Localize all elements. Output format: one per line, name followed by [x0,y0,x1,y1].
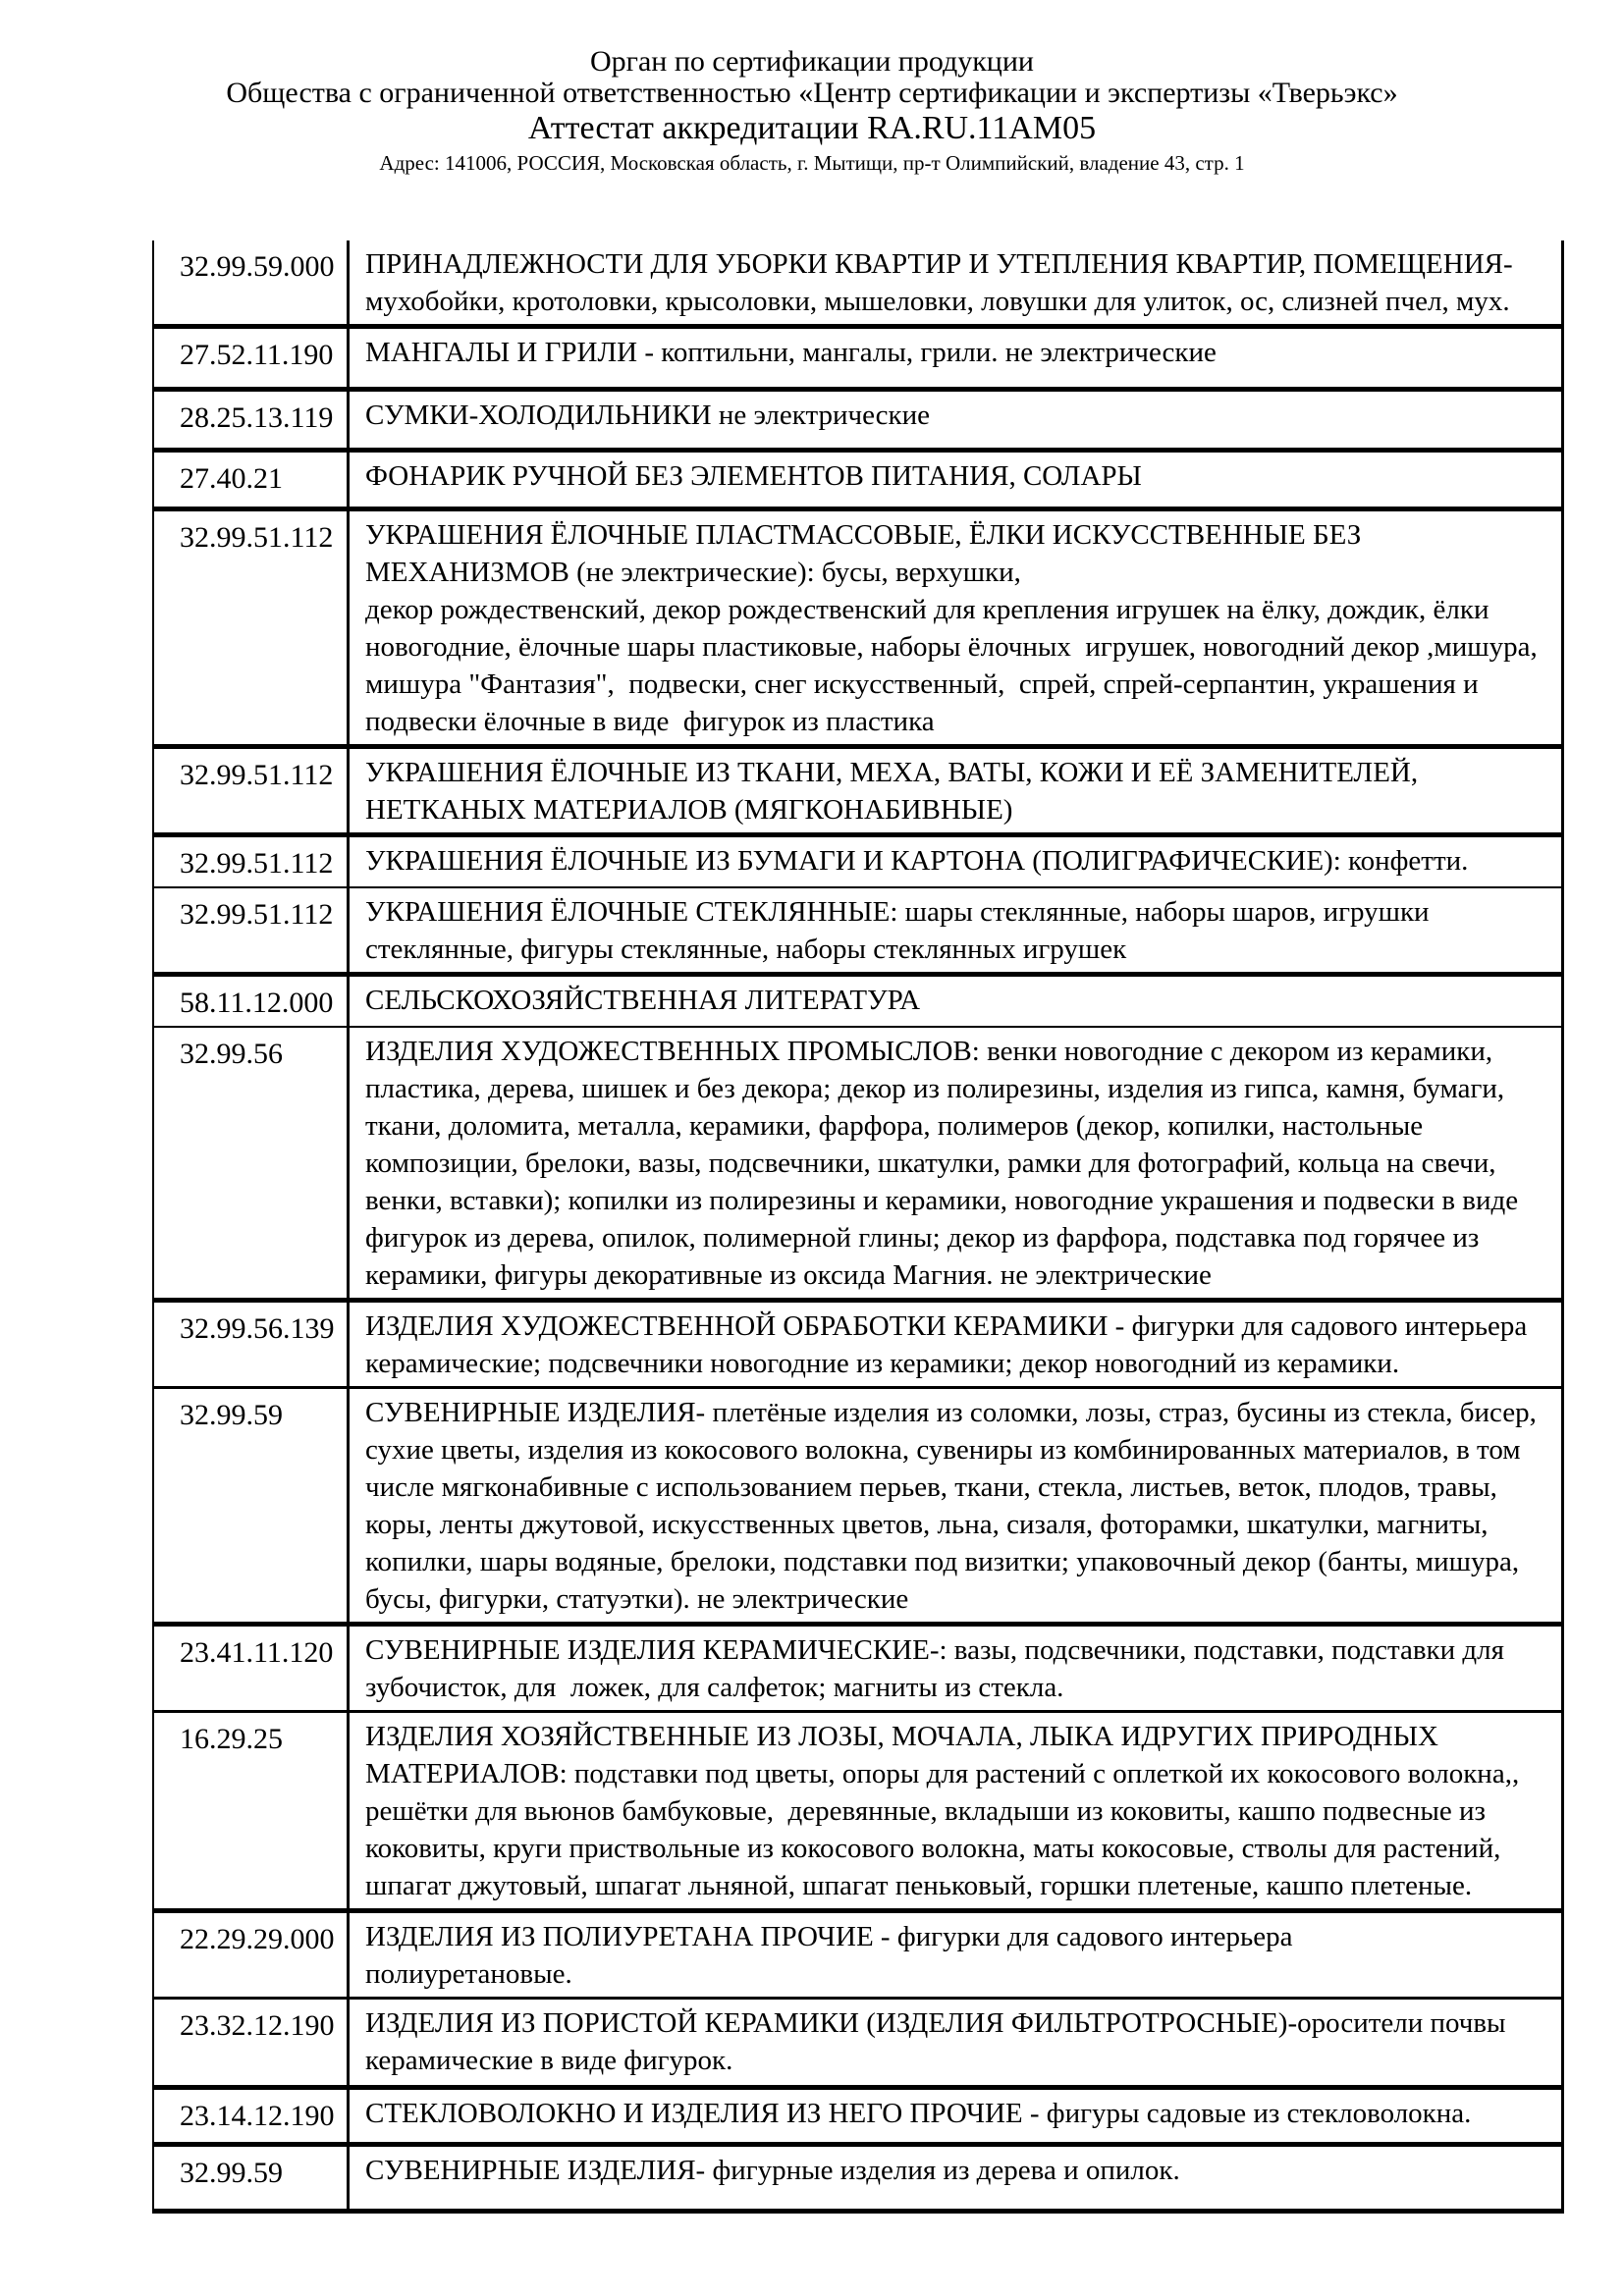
table-row [154,1303,1561,1389]
header-org-title: Орган по сертификации продукции [590,45,1034,78]
description-cell: ФОНАРИК РУЧНОЙ БЕЗ ЭЛЕМЕНТОВ ПИТАНИЯ, СОЛАРЫ [365,460,1142,492]
code-cell: 32.99.51.112 [154,511,350,744]
description-cell: ИЗДЕЛИЯ ИЗ ПОЛИУРЕТАНА ПРОЧИЕ - фигурки для садового интерьера полиуретановые. [365,1921,1293,1990]
table-row [154,511,1561,749]
code-cell: 32.99.51.112 [154,888,350,972]
code-cell: 16.29.25 [154,1713,350,1908]
table-row [154,2090,1561,2147]
description-cell: СУВЕНИРНЫЕ ИЗДЕЛИЯ- фигурные изделия из дерева и опилок. [365,2155,1180,2186]
table-row [154,2147,1561,2214]
code-cell: 23.41.11.120 [154,1627,350,1710]
code-cell: 58.11.12.000 [154,977,350,1026]
code-cell: 32.99.56.139 [154,1303,350,1386]
code-cell: 32.99.51.112 [154,837,350,886]
table-row [154,1713,1561,1913]
header-accreditation: Аттестат аккредитации RA.RU.11АМ05 [527,110,1097,146]
code-cell: 32.99.51.112 [154,749,350,832]
table-row [154,240,1561,329]
table-row [154,1913,1561,2000]
description-cell: СЕЛЬСКОХОЗЯЙСТВЕННАЯ ЛИТЕРАТУРА [365,985,921,1016]
description-cell: СУВЕНИРНЫЕ ИЗДЕЛИЯ- плетёные изделия из соломки, лозы, страз, бусины из стекла, бисер, сухие цветы, изделия из кокосового волокна, сувениры из комбинированных материалов, в том числе мягконабивные с использованием перьев, ткани, стекла, листьев, веток, плодов, травы, коры, ленты джутовой, искусственных цветов, льна, сизаля, фоторамки, шкатулки, магниты, копилки, шары водяные, брелоки, подставки под визитки; упаковочный декор (банты, мишура, бусы, фигурки, статуэтки). не электрические [365,1397,1544,1615]
description-cell: СТЕКЛОВОЛОКНО И ИЗДЕЛИЯ ИЗ НЕГО ПРОЧИЕ - фигуры садовые из стекловолокна. [365,2098,1472,2129]
document-header [0,47,1624,174]
table-row [154,837,1561,888]
code-cell: 22.29.29.000 [154,1913,350,1997]
code-cell: 27.40.21 [154,453,350,507]
description-cell: ПРИНАДЛЕЖНОСТИ ДЛЯ УБОРКИ КВАРТИР И УТЕПЛЕНИЯ КВАРТИР, ПОМЕЩЕНИЯ-мухобойки, кротоловки, крысоловки, мышеловки, ловушки для улиток, ос, слизней пчел, мух. [365,248,1513,317]
table-row [154,1389,1561,1627]
table-row [154,1028,1561,1303]
description-cell: СУМКИ-ХОЛОДИЛЬНИКИ не электрические [365,400,931,431]
table-row [154,329,1561,392]
description-cell: СУВЕНИРНЫЕ ИЗДЕЛИЯ КЕРАМИЧЕСКИЕ-: вазы, подсвечники, подставки, подставки для зубочисток, для ложек, для салфеток; магниты из стекла. [365,1634,1512,1703]
table-row [154,392,1561,453]
header-company-name: Общества с ограниченной ответственностью «Центр сертификации и экспертизы «Тверьэкс» [226,77,1398,109]
table-row [154,749,1561,837]
code-cell: 23.32.12.190 [154,2000,350,2085]
description-cell: УКРАШЕНИЯ ЁЛОЧНЫЕ ИЗ ТКАНИ, МЕХА, ВАТЫ, КОЖИ И ЕЁ ЗАМЕНИТЕЛЕЙ, НЕТКАНЫХ МАТЕРИАЛОВ (МЯГКОНАБИВНЫЕ) [365,757,1426,826]
description-cell: МАНГАЛЫ И ГРИЛИ - коптильни, мангалы, грили. не электрические [365,337,1217,368]
certification-products-table [152,240,1564,2214]
code-cell: 23.14.12.190 [154,2090,350,2142]
table-row [154,977,1561,1028]
description-cell: ИЗДЕЛИЯ ИЗ ПОРИСТОЙ КЕРАМИКИ (ИЗДЕЛИЯ ФИЛЬТРОТРОСНЫЕ)-оросители почвы керамические в виде фигурок. [365,2007,1513,2076]
description-cell: ИЗДЕЛИЯ ХОЗЯЙСТВЕННЫЕ ИЗ ЛОЗЫ, МОЧАЛА, ЛЫКА ИДРУГИХ ПРИРОДНЫХ МАТЕРИАЛОВ: подставки под цветы, опоры для растений с оплеткой их кокосового волокна,, решётки для вьюнов бамбуковые, деревянные, вкладыши из коковиты, кашпо подвесные из коковиты, круги приствольные из кокосового волокна, маты кокосовые, стволы для растений, шпагат джутовый, шпагат льняной, шпагат пеньковый, горшки плетеные, кашпо плетеные. [365,1721,1527,1901]
description-cell: УКРАШЕНИЯ ЁЛОЧНЫЕ ПЛАСТМАССОВЫЕ, ЁЛКИ ИСКУССТВЕННЫЕ БЕЗ МЕХАНИЗМОВ (не электрические): бусы, верхушки, декор рождественский, декор рождественский для крепления игрушек на ёлку, дождик, ёлки новогодние, ёлочные шары пластиковые, наборы ёлочных игрушек, новогодний декор ,мишура, мишура "Фантазия", подвески, снег искусственный, спрей, спрей-серпантин, украшения и подвески ёлочные в виде фигурок из пластика [365,519,1538,737]
code-cell: 32.99.59.000 [154,240,350,324]
description-cell: ИЗДЕЛИЯ ХУДОЖЕСТВЕННОЙ ОБРАБОТКИ КЕРАМИКИ - фигурки для садового интерьера керамические; подсвечники новогодние из керамики; декор новогодний из керамики. [365,1310,1535,1379]
description-cell: ИЗДЕЛИЯ ХУДОЖЕСТВЕННЫХ ПРОМЫСЛОВ: венки новогодние с декором из керамики, пластика, дерева, шишек и без декора; декор из полирезины, изделия из гипса, камня, бумаги, ткани, доломита, металла, керамики, фарфора, полимеров (декор, копилки, настольные композиции, брелоки, вазы, подсвечники, шкатулки, рамки для фотографий, кольца на свечи, венки, вставки); копилки из полирезины и керамики, новогодние украшения и подвески в виде фигурок из дерева, опилок, полимерной глины; декор из фарфора, подставка под горячее из керамики, фигуры декоративные из оксида Магния. не электрические [365,1036,1526,1291]
code-cell: 32.99.56 [154,1028,350,1298]
code-cell: 27.52.11.190 [154,329,350,387]
table-row [154,888,1561,977]
description-cell: УКРАШЕНИЯ ЁЛОЧНЫЕ ИЗ БУМАГИ И КАРТОНА (ПОЛИГРАФИЧЕСКИЕ): конфетти. [365,845,1469,877]
table-row [154,1627,1561,1713]
header-address: Адрес: 141006, РОССИЯ, Московская область, г. Мытищи, пр-т Олимпийский, владение 43, стр. 1 [379,151,1245,175]
code-cell: 28.25.13.119 [154,392,350,448]
table-row [154,2000,1561,2090]
code-cell: 32.99.59 [154,2147,350,2209]
table-row [154,453,1561,511]
code-cell: 32.99.59 [154,1389,350,1622]
description-cell: УКРАШЕНИЯ ЁЛОЧНЫЕ СТЕКЛЯННЫЕ: шары стеклянные, наборы шаров, игрушки стеклянные, фигуры стеклянные, наборы стеклянных игрушек [365,896,1436,965]
